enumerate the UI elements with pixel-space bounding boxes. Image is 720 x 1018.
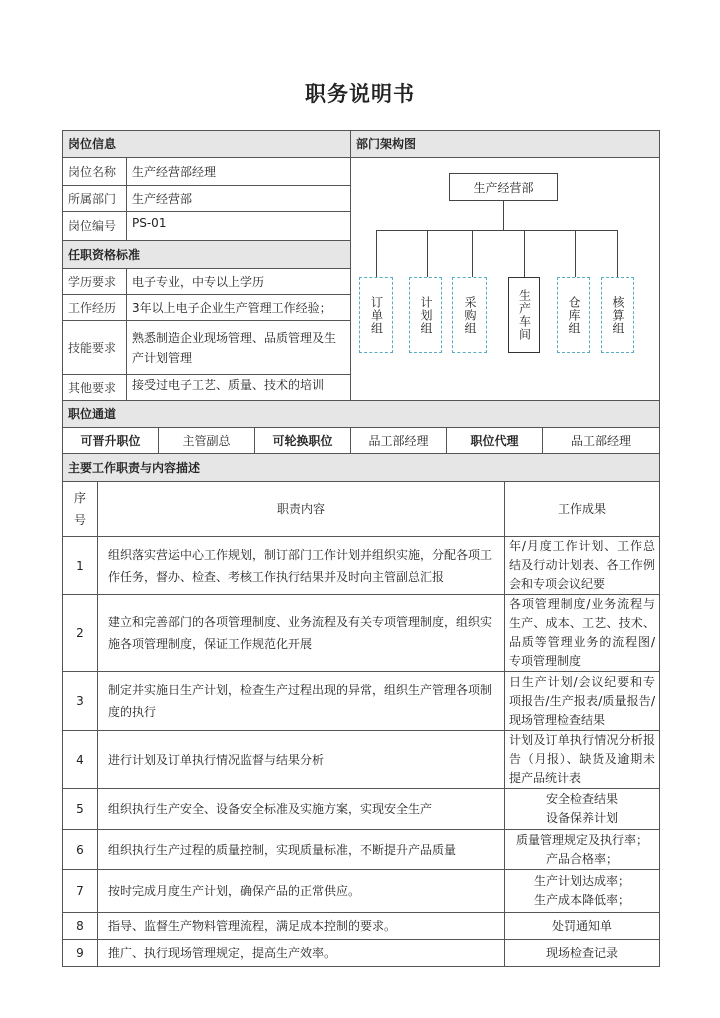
duty-content: 建立和完善部门的各项管理制度、业务流程及有关专项管理制度，组织实施各项管理制度，保证工作规范化开展 bbox=[98, 595, 505, 672]
duty-row bbox=[63, 940, 660, 967]
field-label: 所属部门 bbox=[63, 186, 127, 212]
duty-no: 8 bbox=[63, 913, 98, 940]
deputy-value: 品工部经理 bbox=[543, 428, 660, 454]
duty-content: 进行计划及订单执行情况监督与结果分析 bbox=[98, 731, 505, 789]
page-title: 职务说明书 bbox=[305, 81, 415, 106]
duty-result: 日生产计划/会议纪要和专项报告/生产报表/质量报告/现场管理检查结果 bbox=[505, 672, 660, 731]
duty-content: 指导、监督生产物料管理流程，满足成本控制的要求。 bbox=[98, 913, 505, 940]
duty-no: 2 bbox=[63, 595, 98, 672]
connector bbox=[503, 201, 504, 231]
field-value: 生产经营部经理 bbox=[127, 158, 351, 186]
duty-result: 现场检查记录 bbox=[505, 940, 660, 967]
org-unit: 仓库组 bbox=[557, 277, 590, 353]
col-header-no: 序号 bbox=[63, 482, 98, 537]
duty-result: 处罚通知单 bbox=[505, 913, 660, 940]
field-label: 其他要求 bbox=[63, 375, 127, 401]
connector bbox=[427, 230, 428, 277]
duty-no: 1 bbox=[63, 537, 98, 595]
duty-content: 制定并实施日生产计划，检查生产过程出现的异常，组织生产管理各项制度的执行 bbox=[98, 672, 505, 731]
duties-table bbox=[62, 481, 660, 967]
duty-row bbox=[63, 731, 660, 789]
rotate-value: 品工部经理 bbox=[351, 428, 447, 454]
deputy-label: 职位代理 bbox=[447, 428, 543, 454]
connector bbox=[376, 230, 377, 277]
position-info-header: 岗位信息 bbox=[63, 131, 351, 158]
field-value: 熟悉制造企业现场管理、品质管理及生产计划管理 bbox=[127, 321, 351, 375]
duty-row bbox=[63, 672, 660, 731]
duty-result: 安全检查结果 设备保养计划 bbox=[505, 789, 660, 830]
connector bbox=[617, 230, 618, 277]
duty-no: 9 bbox=[63, 940, 98, 967]
promote-value: 主管副总 bbox=[159, 428, 255, 454]
field-label: 技能要求 bbox=[63, 321, 127, 375]
field-label: 工作经历 bbox=[63, 295, 127, 321]
duty-content: 按时完成月度生产计划，确保产品的正常供应。 bbox=[98, 870, 505, 913]
duty-row bbox=[63, 595, 660, 672]
field-value: 生产经营部 bbox=[127, 186, 351, 212]
field-value: PS-01 bbox=[127, 212, 351, 241]
qualifications-header: 任职资格标准 bbox=[63, 241, 351, 269]
connector bbox=[575, 230, 576, 277]
org-unit: 生产车间 bbox=[508, 277, 540, 353]
connector bbox=[524, 230, 525, 277]
org-unit: 订单组 bbox=[359, 277, 393, 353]
duty-result: 质量管理规定及执行率； 产品合格率； bbox=[505, 830, 660, 870]
duty-row bbox=[63, 913, 660, 940]
field-value: 接受过电子工艺、质量、技术的培训 bbox=[127, 375, 351, 401]
channel-header: 职位通道 bbox=[63, 401, 660, 428]
duty-result: 各项管理制度/业务流程与生产、成本、工艺、技术、品质等管理业务的流程图/专项管理制度 bbox=[505, 595, 660, 672]
org-chart-header: 部门架构图 bbox=[351, 131, 660, 158]
duty-result: 生产计划达成率； 生产成本降低率； bbox=[505, 870, 660, 913]
promote-label: 可晋升职位 bbox=[63, 428, 159, 454]
connector bbox=[472, 230, 473, 277]
duty-content: 组织落实营运中心工作规划，制订部门工作计划并组织实施，分配各项工作任务，督办、检查、考核工作执行结果并及时向主管副总汇报 bbox=[98, 537, 505, 595]
duty-result: 年/月度工作计划、工作总结及行动计划表、各工作例会和专项会议纪要 bbox=[505, 537, 660, 595]
duty-no: 6 bbox=[63, 830, 98, 870]
duties-header: 主要工作职责与内容描述 bbox=[63, 454, 660, 482]
org-root: 生产经营部 bbox=[449, 173, 558, 201]
duty-row bbox=[63, 537, 660, 595]
connector bbox=[376, 230, 617, 231]
duty-row bbox=[63, 789, 660, 830]
org-unit: 计划组 bbox=[409, 277, 442, 353]
duty-no: 3 bbox=[63, 672, 98, 731]
duty-no: 7 bbox=[63, 870, 98, 913]
duty-row bbox=[63, 830, 660, 870]
col-header-content: 职责内容 bbox=[98, 482, 505, 537]
org-chart bbox=[351, 158, 658, 399]
channel-table bbox=[62, 400, 660, 482]
rotate-label: 可轮换职位 bbox=[255, 428, 351, 454]
duty-content: 组织执行生产过程的质量控制，实现质量标准，不断提升产品质量 bbox=[98, 830, 505, 870]
duty-row bbox=[63, 870, 660, 913]
col-header-result: 工作成果 bbox=[505, 482, 660, 537]
org-unit: 核算组 bbox=[601, 277, 634, 353]
duty-result: 计划及订单执行情况分析报告（月报）、缺货及逾期未提产品统计表 bbox=[505, 731, 660, 789]
duty-content: 组织执行生产安全、设备安全标准及实施方案，实现安全生产 bbox=[98, 789, 505, 830]
field-value: 3年以上电子企业生产管理工作经验； bbox=[127, 295, 351, 321]
duty-content: 推广、执行现场管理规定，提高生产效率。 bbox=[98, 940, 505, 967]
duty-no: 5 bbox=[63, 789, 98, 830]
field-value: 电子专业，中专以上学历 bbox=[127, 269, 351, 295]
duty-no: 4 bbox=[63, 731, 98, 789]
org-unit: 采购组 bbox=[452, 277, 487, 353]
field-label: 岗位名称 bbox=[63, 158, 127, 186]
field-label: 学历要求 bbox=[63, 269, 127, 295]
field-label: 岗位编号 bbox=[63, 212, 127, 241]
